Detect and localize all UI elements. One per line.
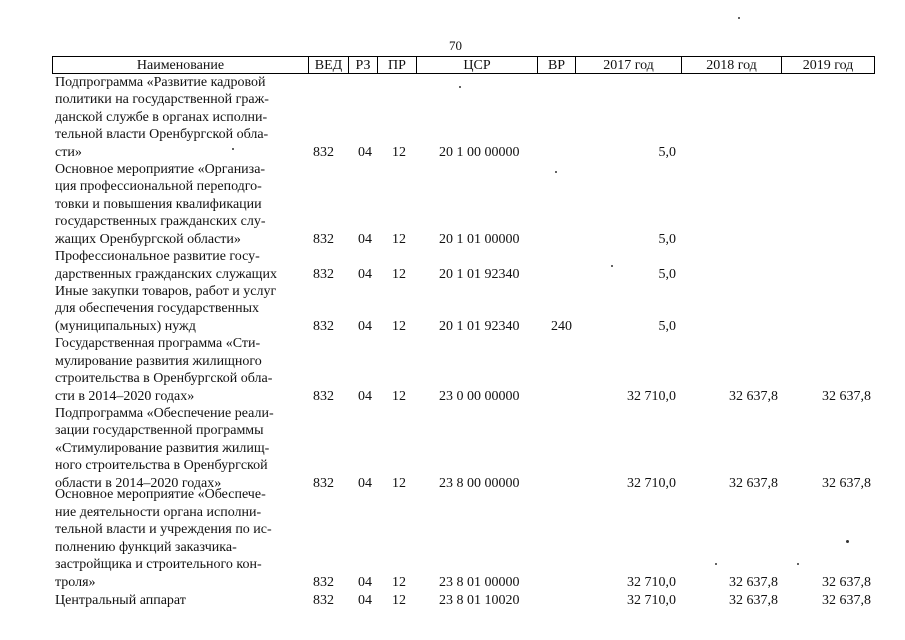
row-2018: 32 637,8 xyxy=(729,475,778,491)
row-name: Основное мероприятие «Организа- ция профессиональной переподго- товки и повышения квалификации государственных гражданских слу- жащих Оренбургской области» xyxy=(55,161,266,247)
row-rz: 04 xyxy=(358,231,372,247)
header-2019: 2019 год xyxy=(802,58,854,73)
header-2017: 2017 год xyxy=(576,57,682,73)
row-csr: 23 8 00 00000 xyxy=(439,475,520,491)
header-2018: 2018 год xyxy=(682,57,782,73)
row-name: Подпрограмма «Развитие кадровой политики на государственной граж- данской службе в органах исполни- тельной власти Оренбургской обла- сти» xyxy=(55,74,269,160)
row-name: Центральный аппарат xyxy=(55,592,186,608)
row-csr: 23 0 00 00000 xyxy=(439,388,520,404)
scan-speck xyxy=(738,17,740,19)
row-rz: 04 xyxy=(358,475,372,491)
row-2017: 5,0 xyxy=(658,318,676,334)
header-vr: ВР xyxy=(538,57,576,73)
row-2019: 32 637,8 xyxy=(822,388,871,404)
row-2019: 32 637,8 xyxy=(822,592,871,608)
row-ved: 832 xyxy=(313,144,334,160)
header-ved: ВЕД xyxy=(309,57,349,73)
row-rz: 04 xyxy=(358,574,372,590)
header-csr: ЦСР xyxy=(417,57,538,73)
row-rz: 04 xyxy=(358,144,372,160)
row-ved: 832 xyxy=(313,318,334,334)
row-2018: 32 637,8 xyxy=(729,574,778,590)
row-2018: 32 637,8 xyxy=(729,388,778,404)
scan-speck xyxy=(459,86,461,88)
row-rz: 04 xyxy=(358,592,372,608)
scan-speck xyxy=(555,171,557,173)
row-rz: 04 xyxy=(358,318,372,334)
row-2019: 32 637,8 xyxy=(822,475,871,491)
row-ved: 832 xyxy=(313,231,334,247)
table-row xyxy=(0,591,905,609)
page-number: 70 xyxy=(449,38,462,53)
row-ved: 832 xyxy=(313,475,334,491)
header-name: Наименование xyxy=(53,57,309,73)
table-row xyxy=(0,161,905,248)
row-rz: 04 xyxy=(358,266,372,282)
row-2019: 32 637,8 xyxy=(822,574,871,590)
row-ved: 832 xyxy=(313,592,334,608)
row-2017: 32 710,0 xyxy=(627,592,676,608)
row-2018: 32 637,8 xyxy=(729,592,778,608)
row-pr: 12 xyxy=(392,144,406,160)
row-pr: 12 xyxy=(392,574,406,590)
table-row xyxy=(0,405,905,492)
row-pr: 12 xyxy=(392,475,406,491)
row-2017: 5,0 xyxy=(658,144,676,160)
table-row xyxy=(0,283,905,335)
row-csr: 20 1 00 00000 xyxy=(439,144,520,160)
row-name: Государственная программа «Сти- мулирование развития жилищного строительства в Оренбургской обла- сти в 2014–2020 годах» xyxy=(55,336,273,404)
scan-speck xyxy=(611,265,613,267)
row-2017: 5,0 xyxy=(658,266,676,282)
row-vr: 240 xyxy=(551,318,572,334)
row-csr: 23 8 01 10020 xyxy=(439,592,520,608)
row-pr: 12 xyxy=(392,318,406,334)
row-csr: 20 1 01 00000 xyxy=(439,231,520,247)
row-rz: 04 xyxy=(358,388,372,404)
row-name: Профессиональное развитие госу- дарственных гражданских служащих xyxy=(55,249,277,282)
row-pr: 12 xyxy=(392,388,406,404)
row-2017: 32 710,0 xyxy=(627,388,676,404)
row-csr: 20 1 01 92340 xyxy=(439,318,520,334)
row-2017: 5,0 xyxy=(658,231,676,247)
scan-speck xyxy=(846,540,849,543)
row-pr: 12 xyxy=(392,592,406,608)
row-csr: 23 8 01 00000 xyxy=(439,574,520,590)
header-pr: ПР xyxy=(378,57,417,73)
scan-speck xyxy=(797,563,799,565)
row-name: Основное мероприятие «Обеспече- ние деятельности органа исполни- тельной власти и учреждения по ис- полнению функций заказчика- застройщика и строительного кон- троля» xyxy=(55,487,272,590)
row-name: Подпрограмма «Обеспечение реали- зации государственной программы «Стимулирование развития жилищ- ного строительства в Оренбургской области в 2014–2020 годах» xyxy=(55,405,274,491)
table-row xyxy=(0,74,905,161)
row-pr: 12 xyxy=(392,266,406,282)
row-ved: 832 xyxy=(313,574,334,590)
row-2017: 32 710,0 xyxy=(627,574,676,590)
scan-speck xyxy=(715,563,717,565)
row-csr: 20 1 01 92340 xyxy=(439,266,520,282)
header-rz: РЗ xyxy=(349,57,378,73)
table-row xyxy=(0,248,905,283)
row-name: Иные закупки товаров, работ и услуг для обеспечения государственных (муниципальных) нужд xyxy=(55,283,277,334)
row-pr: 12 xyxy=(392,231,406,247)
scan-speck xyxy=(232,148,234,150)
row-ved: 832 xyxy=(313,388,334,404)
table-row xyxy=(0,487,905,591)
row-ved: 832 xyxy=(313,266,334,282)
row-2017: 32 710,0 xyxy=(627,475,676,491)
table-row xyxy=(0,335,905,405)
